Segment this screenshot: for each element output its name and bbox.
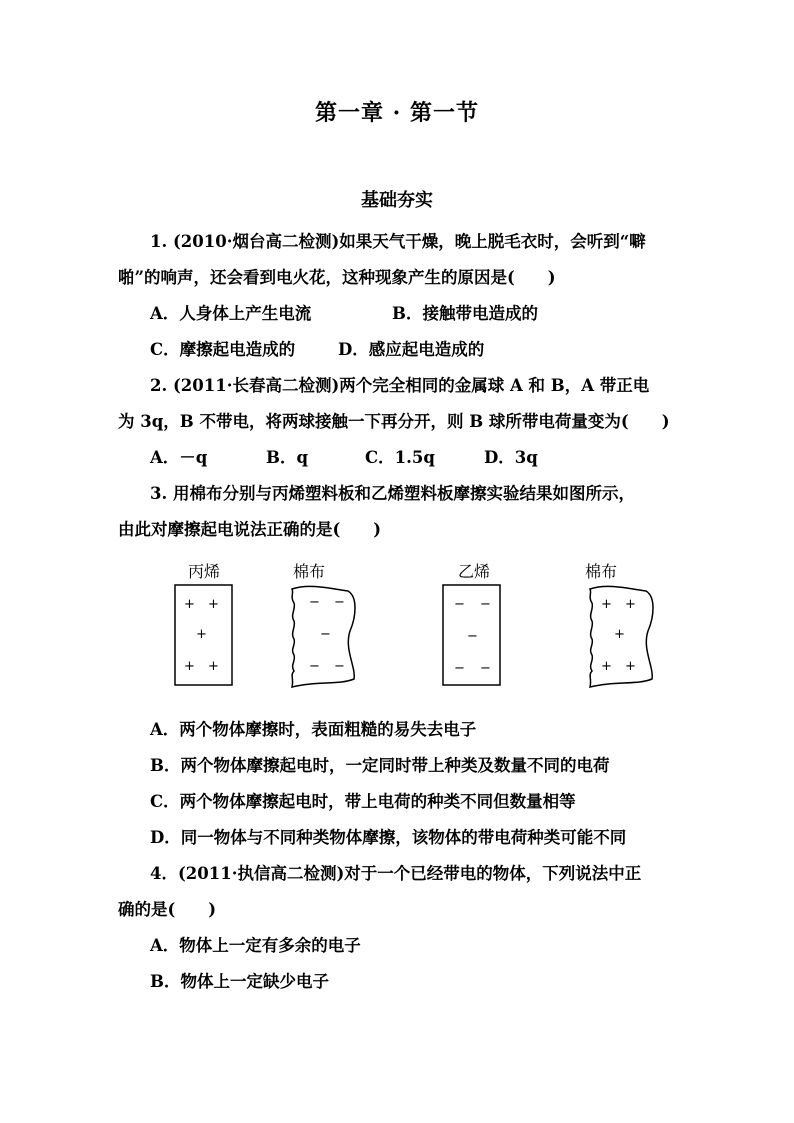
q3-stem-line1: 3. 用棉布分别与丙烯塑料板和乙烯塑料板摩擦实验结果如图所示，: [150, 484, 635, 503]
plus-sign: +: [208, 597, 219, 612]
q2-option-b: B．q: [266, 448, 308, 467]
q4-option-a: A．物体上一定有多余的电子: [150, 936, 361, 955]
q1-stem-line2: 啪”的响声，还会看到电火花，这种现象产生的原因是( ): [118, 268, 556, 287]
q2-option-c: C．1.5q: [365, 448, 435, 467]
q4-stem-line1: 4．(2011·执信高二检测)对于一个已经带电的物体，下列说法中正: [150, 864, 642, 883]
q1-option-a: A．人身体上产生电流: [150, 304, 312, 323]
minus-sign: −: [454, 597, 465, 612]
q2-option-d: D．3q: [484, 448, 538, 467]
minus-sign: −: [309, 659, 320, 674]
plus-sign: +: [184, 659, 195, 674]
q3-option-a: A．两个物体摩擦时，表面粗糙的易失去电子: [150, 720, 477, 739]
section-heading: 基础夯实: [361, 190, 433, 211]
plus-sign: +: [601, 597, 612, 612]
q1-option-c: C．摩擦起电造成的: [150, 340, 296, 359]
minus-sign: −: [467, 629, 478, 644]
q2-stem-line2: 为 3q，B 不带电，将两球接触一下再分开，则 B 球所带电荷量变为( ): [118, 412, 670, 431]
q1-option-d: D．感应起电造成的: [338, 340, 485, 359]
q1-option-b: B．接触带电造成的: [392, 304, 538, 323]
q3-option-c: C．两个物体摩擦起电时，带上电荷的种类不同但数量相等: [150, 792, 576, 811]
q4-stem-line2: 确的是( ): [118, 900, 217, 919]
plus-sign: +: [208, 659, 219, 674]
label-propylene: 丙烯: [188, 562, 221, 581]
label-cotton-2: 棉布: [585, 562, 618, 581]
plus-sign: +: [601, 659, 612, 674]
plus-sign: +: [196, 627, 207, 642]
label-ethylene: 乙烯: [458, 562, 491, 581]
label-cotton-1: 棉布: [293, 562, 326, 581]
minus-sign: −: [480, 661, 491, 676]
plus-sign: +: [625, 659, 636, 674]
q3-stem-line2: 由此对摩擦起电说法正确的是( ): [118, 520, 382, 539]
q3-option-d: D．同一物体与不同种类物体摩擦，该物体的带电荷种类可能不同: [150, 828, 627, 847]
minus-sign: −: [334, 595, 345, 610]
minus-sign: −: [309, 595, 320, 610]
plus-sign: +: [184, 597, 195, 612]
plus-sign: +: [614, 627, 625, 642]
minus-sign: −: [454, 661, 465, 676]
page-title: 第一章 · 第一节: [315, 100, 479, 126]
minus-sign: −: [320, 627, 331, 642]
q2-stem-line1: 2. (2011·长春高二检测)两个完全相同的金属球 A 和 B，A 带正电: [150, 376, 650, 395]
minus-sign: −: [334, 659, 345, 674]
q4-option-b: B．物体上一定缺少电子: [150, 972, 329, 991]
q1-stem-line1: 1. (2010·烟台高二检测)如果天气干燥，晚上脱毛衣时，会听到“噼: [150, 232, 646, 251]
plus-sign: +: [625, 597, 636, 612]
q3-option-b: B．两个物体摩擦起电时，一定同时带上种类及数量不同的电荷: [150, 756, 610, 775]
friction-figure: [160, 555, 680, 695]
q2-option-a: A．－q: [150, 448, 208, 467]
minus-sign: −: [480, 597, 491, 612]
